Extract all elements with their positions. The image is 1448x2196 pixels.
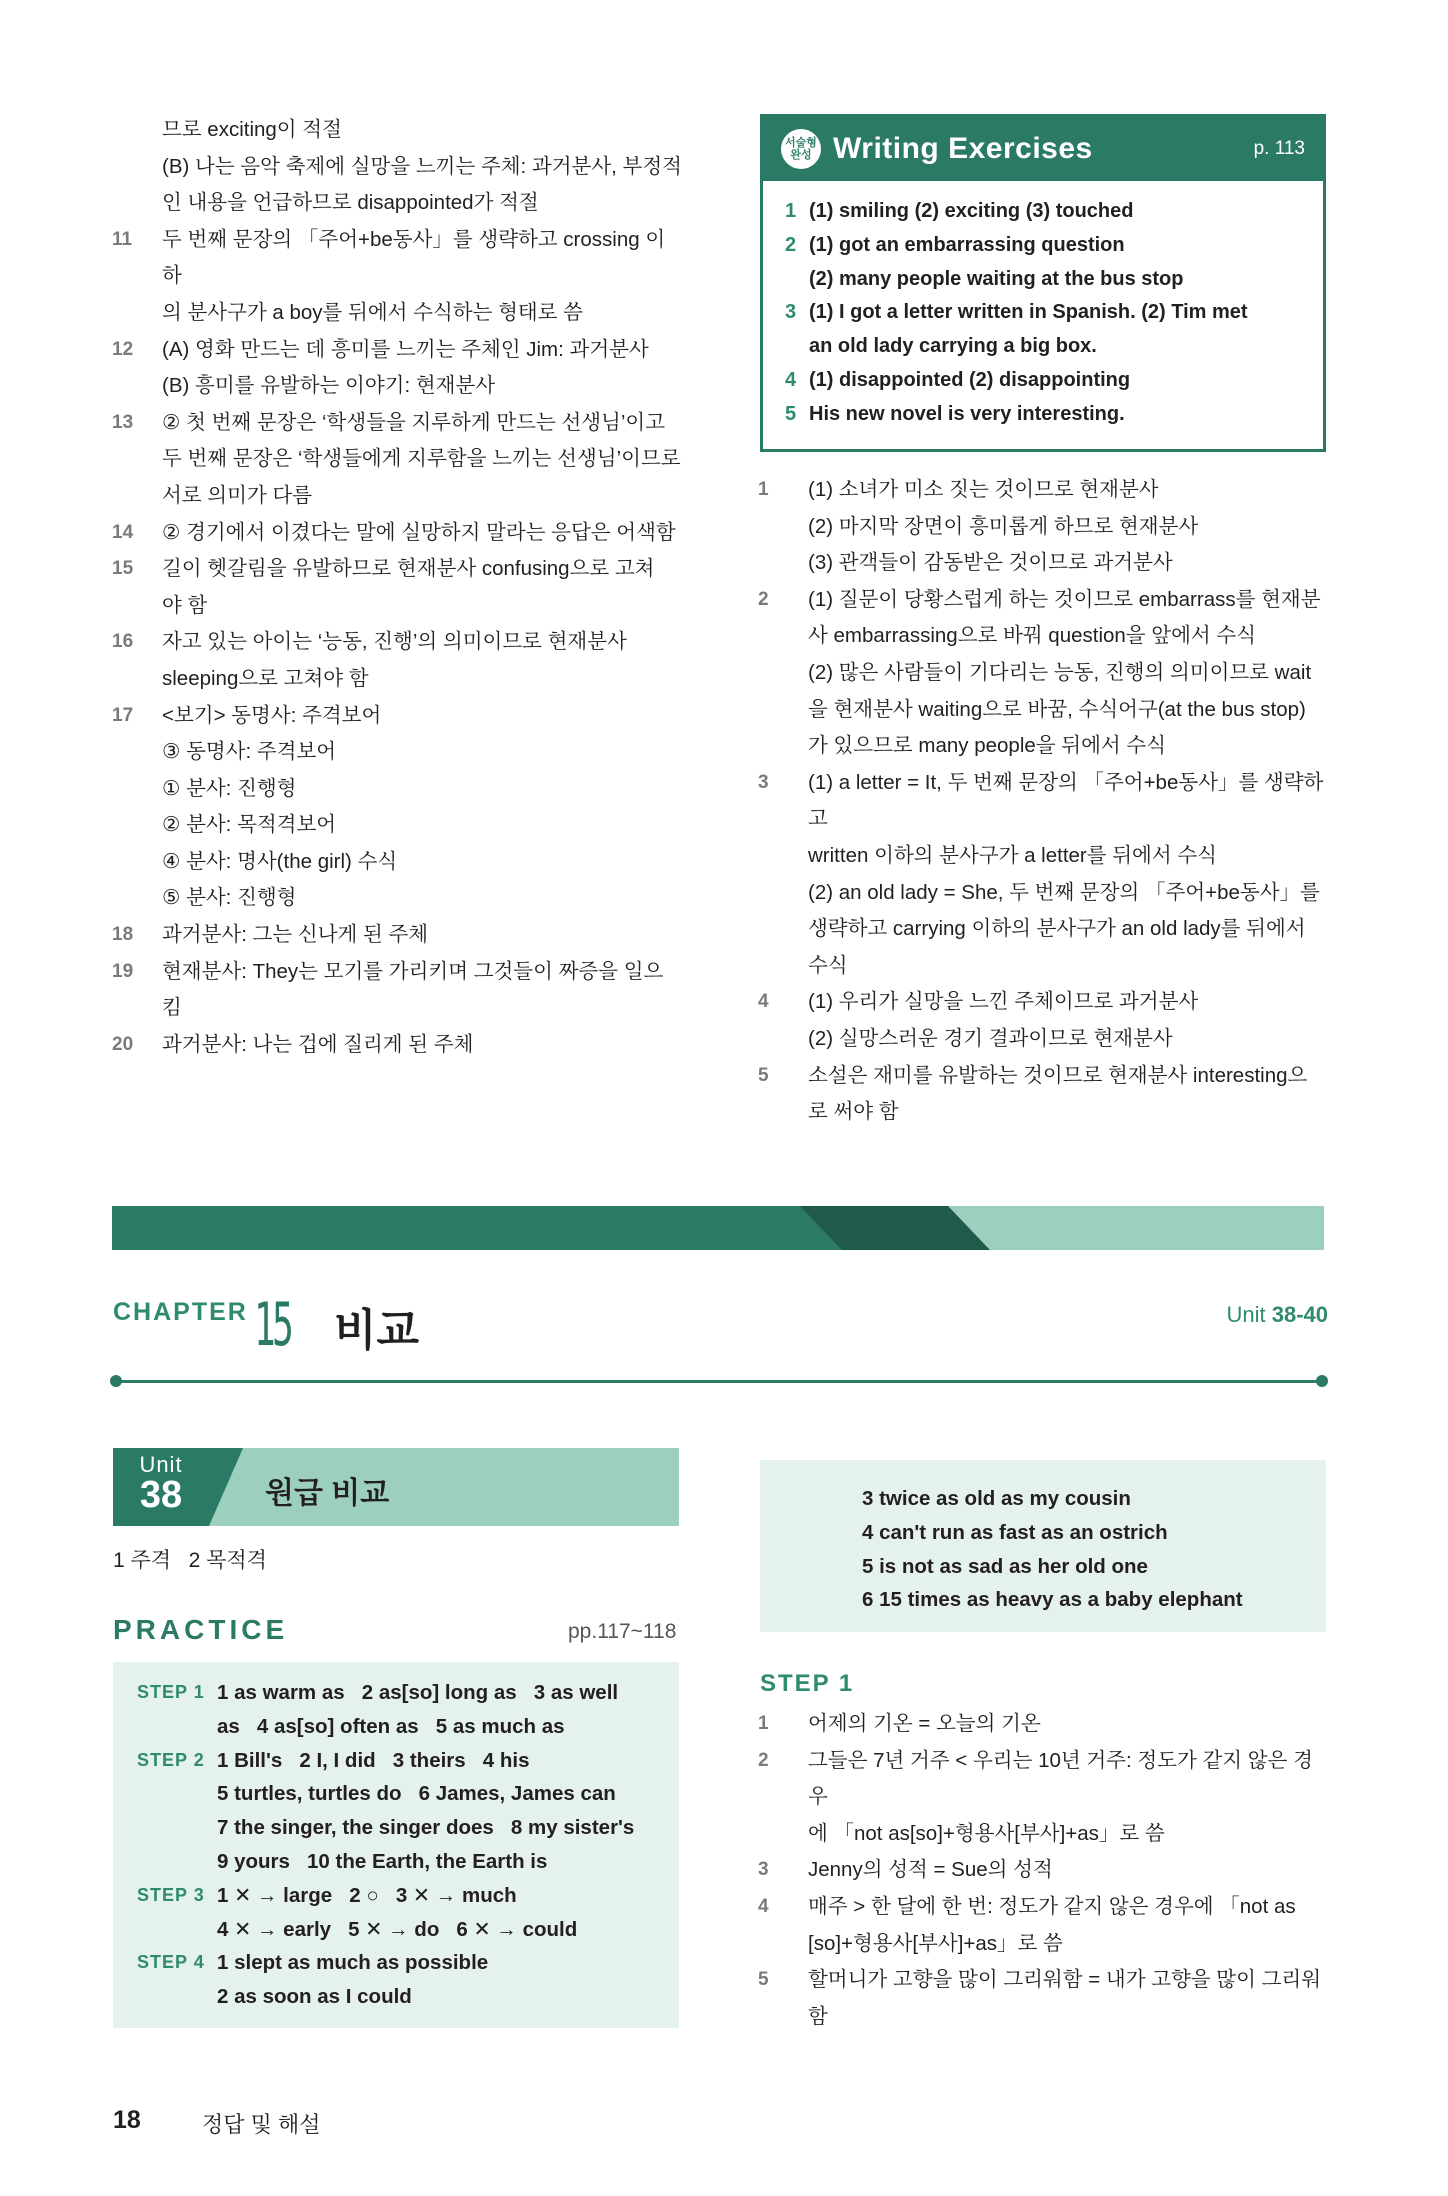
item-number [758, 618, 808, 655]
chapter-banner [112, 1206, 1324, 1250]
item-number: 16 [112, 631, 134, 653]
item-number [758, 1999, 808, 2036]
item-number [758, 1926, 808, 1963]
list-item [785, 364, 1301, 398]
step1-label: STEP 1 [760, 1670, 855, 1697]
item-text: 현재분사: They는 모기를 가리키며 그것들이 짜증을 일으 [162, 959, 664, 983]
item-number [112, 478, 162, 515]
unit-word: Unit [139, 1452, 183, 1477]
list-item [112, 661, 682, 698]
item-text: 수식 [808, 953, 848, 977]
list-item [758, 838, 1328, 875]
item-number [112, 441, 162, 478]
item-number: 1 [785, 200, 797, 222]
item-number [758, 1816, 808, 1853]
list-item [112, 880, 682, 917]
item-text: [so]+형용사[부사]+as」로 씀 [808, 1931, 1063, 1955]
divider-dot-left [110, 1375, 122, 1387]
list-item [758, 728, 1328, 765]
chapter-number: 15 [254, 1290, 291, 1360]
item-number [112, 771, 162, 808]
item-text: 의 분사구가 a boy를 뒤에서 수식하는 형태로 씀 [162, 300, 583, 324]
unit-tag [113, 1448, 209, 1526]
item-text: (A) 영화 만드는 데 흥미를 느끼는 주체인 Jim: 과거분사 [162, 337, 649, 361]
writing-exercises-answers [763, 181, 1323, 446]
item-text: (B) 나는 음악 축제에 실망을 느끼는 주체: 과거분사, 부정적 [162, 154, 682, 178]
item-number [758, 838, 808, 875]
list-item [758, 655, 1328, 692]
item-text: 을 현재분사 waiting으로 바꿈, 수식어구(at the bus stop) [808, 697, 1306, 721]
item-text: (2) 마지막 장면이 흥미롭게 하므로 현재분사 [808, 514, 1199, 538]
item-text: sleeping으로 고쳐야 함 [162, 666, 369, 690]
list-item [112, 551, 682, 588]
writing-exercises-header [763, 117, 1323, 181]
item-text: (1) disappointed (2) disappointing [809, 368, 1131, 391]
list-item [112, 478, 682, 515]
item-number: 1 [758, 479, 769, 500]
item-number [758, 911, 808, 948]
item-text: (1) 질문이 당황스럽게 하는 것이므로 embarrass를 현재분 [808, 587, 1321, 611]
item-text: 어제의 기온 = 오늘의 기온 [808, 1712, 1041, 1735]
item-text: 자고 있는 아이는 ‘능동, 진행’의 의미이므로 현재분사 [162, 630, 627, 654]
item-text: (3) 관객들이 감동받은 것이므로 과거분사 [808, 551, 1173, 575]
step-line [137, 1710, 663, 1744]
item-number [112, 807, 162, 844]
item-number: 3 [758, 771, 769, 793]
list-item [112, 624, 682, 661]
item-number [112, 734, 162, 771]
list-item [112, 990, 682, 1027]
item-number: 2 [758, 1749, 769, 1771]
item-number [758, 545, 808, 582]
list-item [758, 911, 1328, 948]
item-text: <보기> 동명사: 주격보어 [162, 703, 382, 727]
list-item [112, 917, 682, 954]
list-item [758, 692, 1328, 729]
step-line [137, 1879, 663, 1913]
list-item [785, 195, 1301, 229]
item-text: 가 있으므로 many people을 뒤에서 수식 [808, 734, 1166, 758]
step-label: STEP 2 [137, 1749, 205, 1770]
practice-continued-lines [862, 1482, 1243, 1617]
list-item [112, 332, 682, 369]
item-text: (1) 우리가 실망을 느낀 주체이므로 과거분사 [808, 990, 1199, 1014]
writing-exercises-box [760, 114, 1326, 452]
step-label: STEP 3 [137, 1884, 205, 1905]
item-text: (1) got an embarrassing question [809, 233, 1125, 256]
item-text: 그들은 7년 거주 < 우리는 10년 거주: 정도가 같지 않은 경우 [808, 1748, 1313, 1809]
list-item [785, 263, 1301, 297]
item-text: (1) smiling (2) exciting (3) touched [809, 200, 1134, 222]
item-text: 두 번째 문장은 ‘학생들에게 지루함을 느끼는 선생님’이므로 [162, 447, 681, 471]
list-item [758, 1852, 1328, 1889]
list-item [758, 618, 1328, 655]
unit-range-prefix: Unit [1226, 1302, 1266, 1327]
writing-badge-icon: 서술형 완성 [781, 129, 821, 169]
step-line [137, 1676, 663, 1710]
chapter-title: 비교 [334, 1306, 420, 1355]
item-text: 생략하고 carrying 이하의 분사구가 an old lady를 뒤에서 [808, 917, 1306, 941]
item-text: ② 첫 번째 문장은 ‘학생들을 지루하게 만드는 선생님’이고 [162, 410, 666, 434]
list-item [758, 1926, 1328, 1963]
item-text: ④ 분사: 명사(the girl) 수식 [162, 849, 398, 873]
item-text: 소설은 재미를 유발하는 것이므로 현재분사 interesting으 [808, 1063, 1308, 1087]
step-answer: 1 ✕ → large 2 ○ 3 ✕ → much [217, 1883, 517, 1907]
step-answer: as 4 as[so] often as 5 as much as [217, 1714, 565, 1738]
writing-exercises-title: Writing Exercises [833, 132, 1093, 165]
item-text: 킴 [162, 996, 182, 1020]
practice-steps [137, 1676, 663, 2014]
list-item [758, 948, 1328, 985]
step-label [137, 1845, 217, 1879]
item-number [112, 880, 162, 917]
practice-continued-line: 4 can't run as fast as an ostrich [862, 1520, 1168, 1544]
list-item [758, 1094, 1328, 1131]
list-item [758, 984, 1328, 1021]
item-text: an old lady carrying a big box. [809, 335, 1097, 358]
item-number [112, 588, 162, 625]
item-number [758, 948, 808, 985]
item-number: 4 [785, 368, 797, 391]
item-number: 14 [112, 521, 134, 543]
item-number [785, 263, 809, 297]
item-text: ② 경기에서 이겼다는 말에 실망하지 말라는 응답은 어색함 [162, 520, 676, 544]
list-item [112, 954, 682, 991]
item-text: 할머니가 고향을 많이 그리워함 = 내가 고향을 많이 그리워 [808, 1968, 1322, 1992]
list-item [758, 1021, 1328, 1058]
step-label [137, 1777, 217, 1811]
list-item [112, 185, 682, 222]
footer-title: 정답 및 해설 [202, 2112, 321, 2137]
list-item [758, 1058, 1328, 1095]
item-text: written 이하의 분사구가 a letter를 뒤에서 수식 [808, 843, 1217, 867]
item-number: 3 [758, 1859, 769, 1881]
item-text: 길이 헷갈림을 유발하므로 현재분사 confusing으로 고쳐 [162, 557, 655, 581]
item-text: ③ 동명사: 주격보어 [162, 740, 337, 764]
item-text: 므로 exciting이 적절 [162, 118, 342, 141]
list-item [785, 296, 1301, 330]
list-item [112, 405, 682, 442]
step-answer: 4 ✕ → early 5 ✕ → do 6 ✕ → could [217, 1917, 578, 1941]
list-item [112, 588, 682, 625]
item-number: 12 [112, 338, 134, 360]
item-text: 에 「not as[so]+형용사[부사]+as」로 씀 [808, 1821, 1165, 1845]
list-item [112, 112, 682, 149]
list-item [758, 1706, 1328, 1743]
list-item [785, 398, 1301, 432]
list-item [112, 698, 682, 735]
unit-range [1226, 1302, 1328, 1328]
item-number [112, 990, 162, 1027]
answer-explanations-right [758, 472, 1328, 1131]
item-text: 과거분사: 나는 겁에 질리게 된 주체 [162, 1032, 474, 1056]
item-text: 사 embarrassing으로 바꿔 question을 앞에서 수식 [808, 624, 1257, 648]
step-answer: 2 as soon as I could [217, 1985, 412, 2009]
step-answer: 1 Bill's 2 I, I did 3 theirs 4 his [217, 1748, 530, 1772]
item-number [112, 112, 162, 149]
item-number [758, 1021, 808, 1058]
item-text: 서로 의미가 다름 [162, 483, 313, 507]
item-number [112, 149, 162, 186]
item-number [112, 844, 162, 881]
step-label [137, 1710, 217, 1744]
item-number [758, 692, 808, 729]
step-line [137, 1845, 663, 1879]
item-number: 3 [785, 301, 797, 324]
item-number: 4 [758, 991, 769, 1013]
item-text: 두 번째 문장의 「주어+be동사」를 생략하고 crossing 이하 [162, 227, 666, 288]
practice-continued-line: 5 is not as sad as her old one [862, 1554, 1148, 1578]
chapter-label: CHAPTER [113, 1298, 248, 1326]
item-text: ① 분사: 진행형 [162, 776, 297, 800]
item-text: (1) 소녀가 미소 짓는 것이므로 현재분사 [808, 478, 1159, 501]
list-item [112, 368, 682, 405]
list-item [112, 771, 682, 808]
step-line [137, 1744, 663, 1778]
step-label [137, 1913, 217, 1947]
list-item [758, 545, 1328, 582]
list-item [785, 229, 1301, 263]
step1-explanations [758, 1706, 1328, 2035]
item-text: 로 써야 함 [808, 1100, 899, 1124]
list-item [112, 222, 682, 295]
unit-range-value: 38-40 [1271, 1302, 1328, 1327]
unit-title: 원급 비교 [265, 1477, 390, 1510]
divider-dot-right [1316, 1375, 1328, 1387]
item-number: 20 [112, 1033, 134, 1055]
list-item [112, 807, 682, 844]
item-text: (1) a letter = It, 두 번째 문장의 「주어+be동사」를 생략하고 [808, 770, 1324, 831]
unit-number: 38 [139, 1474, 183, 1516]
practice-continued-line: 3 twice as old as my cousin [862, 1487, 1131, 1510]
item-number [758, 1094, 808, 1131]
step-line [137, 1777, 663, 1811]
item-number [112, 661, 162, 698]
step-line [137, 1811, 663, 1845]
item-number [112, 295, 162, 332]
item-text: ② 분사: 목적격보어 [162, 813, 337, 837]
list-item [112, 515, 682, 552]
item-number: 5 [758, 1064, 769, 1086]
practice-pages: pp.117~118 [568, 1620, 677, 1643]
item-text: 과거분사: 그는 신나게 된 주체 [162, 923, 429, 947]
item-text: 함 [808, 2004, 828, 2028]
item-number [758, 875, 808, 912]
step-line [137, 1946, 663, 1980]
item-number [758, 509, 808, 546]
item-number: 15 [112, 558, 134, 580]
list-item [785, 330, 1301, 364]
item-text: Jenny의 성적 = Sue의 성적 [808, 1858, 1053, 1882]
item-number: 5 [785, 402, 797, 425]
list-item [758, 1962, 1328, 1999]
item-text: (2) 실망스러운 경기 결과이므로 현재분사 [808, 1026, 1173, 1050]
step-line [137, 1913, 663, 1947]
item-number [758, 655, 808, 692]
practice-label: PRACTICE [113, 1614, 289, 1645]
step-answer: 9 yours 10 the Earth, the Earth is [217, 1849, 548, 1873]
list-item [758, 1743, 1328, 1816]
item-number: 18 [112, 924, 134, 946]
writing-exercises-page: p. 113 [1253, 138, 1305, 159]
answer-explanations-left [112, 112, 682, 1063]
list-item [758, 765, 1328, 838]
unit-header [113, 1448, 679, 1526]
list-item [112, 844, 682, 881]
list-item [758, 875, 1328, 912]
step-answer: 1 slept as much as possible [217, 1951, 489, 1975]
item-text: (2) 많은 사람들이 기다리는 능동, 진행의 의미이므로 wait [808, 660, 1312, 684]
list-item [758, 1999, 1328, 2036]
step-answer: 5 turtles, turtles do 6 James, James can [217, 1782, 616, 1806]
list-item [758, 1816, 1328, 1853]
list-item [758, 582, 1328, 619]
list-item [112, 295, 682, 332]
item-number: 4 [758, 1895, 769, 1917]
item-number: 2 [758, 588, 769, 610]
item-text: (2) many people waiting at the bus stop [809, 267, 1184, 290]
item-number: 1 [758, 1713, 769, 1734]
list-item [758, 472, 1328, 509]
list-item [758, 1889, 1328, 1926]
step-label [137, 1811, 217, 1845]
item-number: 5 [758, 1969, 769, 1991]
item-number: 19 [112, 960, 134, 982]
chapter-divider [112, 1380, 1324, 1383]
step-answer: 1 as warm as 2 as[so] long as 3 as well [217, 1681, 619, 1704]
item-number: 2 [785, 233, 797, 256]
unit-intro-answer: 1 주격 2 목적격 [113, 1549, 267, 1572]
item-text: 인 내용을 언급하므로 disappointed가 적절 [162, 191, 539, 215]
item-number [785, 330, 809, 364]
practice-answers-box [113, 1662, 679, 2028]
practice-continued-line: 6 15 times as heavy as a baby elephant [862, 1588, 1243, 1612]
list-item [112, 441, 682, 478]
item-number: 11 [112, 228, 133, 250]
list-item [112, 734, 682, 771]
list-item [112, 149, 682, 186]
item-text: (2) an old lady = She, 두 번째 문장의 「주어+be동사」를 [808, 880, 1320, 904]
step-label [137, 1980, 217, 2014]
step-answer: 7 the singer, the singer does 8 my sister's [217, 1816, 635, 1840]
list-item [758, 509, 1328, 546]
item-text: 야 함 [162, 593, 208, 617]
item-text: (B) 흥미를 유발하는 이야기: 현재분사 [162, 374, 496, 398]
list-item [112, 1027, 682, 1064]
step-label: STEP 4 [137, 1952, 205, 1973]
item-number [112, 185, 162, 222]
item-number [758, 728, 808, 765]
item-text: 매주 > 한 달에 한 번: 정도가 같지 않은 경우에 「not as [808, 1894, 1296, 1918]
item-number: 13 [112, 411, 134, 433]
page-number: 18 [113, 2106, 141, 2134]
item-text: (1) I got a letter written in Spanish. (2) Tim met [809, 301, 1248, 324]
step-label: STEP 1 [137, 1682, 205, 1702]
item-text: ⑤ 분사: 진행형 [162, 886, 297, 910]
item-number: 17 [112, 704, 134, 726]
item-number [112, 368, 162, 405]
step-line [137, 1980, 663, 2014]
practice-continued-box [760, 1460, 1326, 1632]
item-text: His new novel is very interesting. [809, 402, 1125, 425]
unit-tag-wedge [209, 1448, 243, 1526]
